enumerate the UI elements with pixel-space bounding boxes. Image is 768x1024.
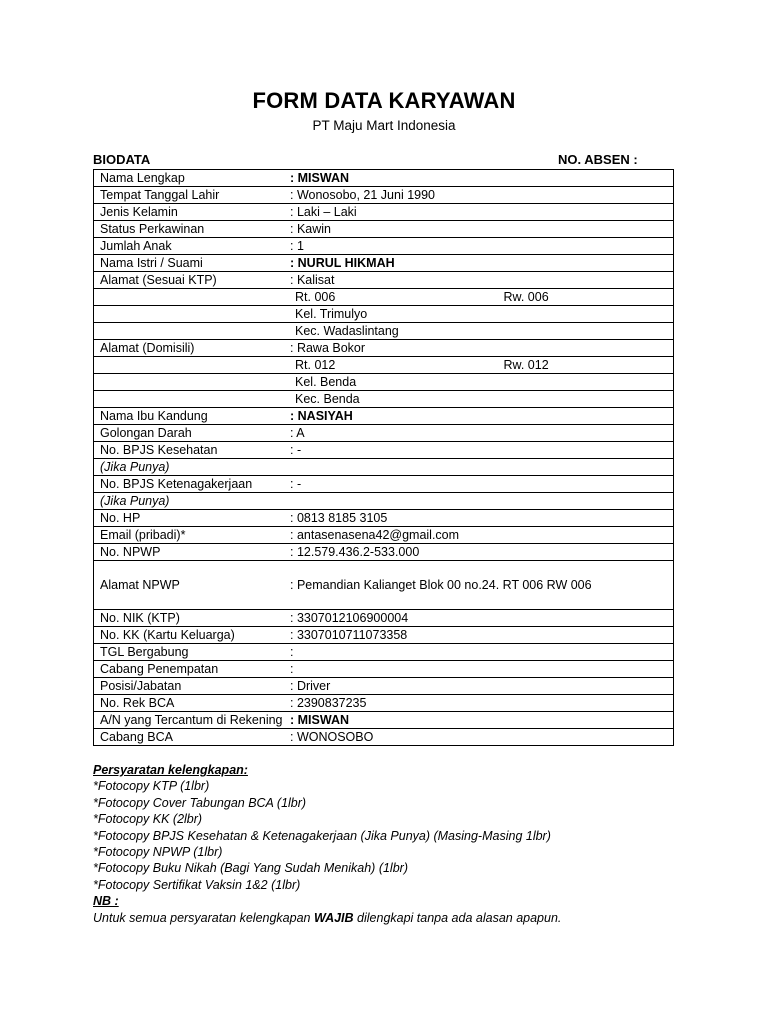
biodata-label: BIODATA xyxy=(93,152,151,167)
field-value: : Driver xyxy=(288,678,674,695)
field-label: No. KK (Kartu Keluarga) xyxy=(94,627,289,644)
field-value: : Kawin xyxy=(288,221,674,238)
field-label: Alamat (Domisili) xyxy=(94,340,289,357)
field-value: : 3307012106900004 xyxy=(288,610,674,627)
table-row xyxy=(94,527,674,544)
field-label: Tempat Tanggal Lahir xyxy=(94,187,289,204)
table-row xyxy=(94,561,674,610)
field-label: No. NPWP xyxy=(94,544,289,561)
table-row xyxy=(94,323,674,340)
field-value: : antasenasena42@gmail.com xyxy=(288,527,674,544)
table-row xyxy=(94,255,674,272)
note-text-end: dilengkapi tanpa ada alasan apapun. xyxy=(353,910,562,925)
field-value: : MISWAN xyxy=(288,712,674,729)
field-label: Jenis Kelamin xyxy=(94,204,289,221)
requirements-section xyxy=(93,762,733,926)
field-label: No. BPJS Kesehatan xyxy=(94,442,289,459)
table-row xyxy=(94,610,674,627)
field-value: : xyxy=(288,661,674,678)
table-row xyxy=(94,170,674,187)
requirements-note xyxy=(93,910,733,926)
field-value: : - xyxy=(288,476,674,493)
table-row xyxy=(94,493,674,510)
requirements-heading: Persyaratan kelengkapan: xyxy=(93,763,248,777)
table-row xyxy=(94,459,674,476)
field-label: Alamat (Sesuai KTP) xyxy=(94,272,289,289)
field-value xyxy=(288,391,674,408)
field-value: : 12.579.436.2-533.000 xyxy=(288,544,674,561)
kelurahan-value: Kel. Benda xyxy=(295,375,357,389)
field-value: : MISWAN xyxy=(288,170,674,187)
table-row xyxy=(94,306,674,323)
field-label: TGL Bergabung xyxy=(94,644,289,661)
field-label: No. BPJS Ketenagakerjaan xyxy=(94,476,289,493)
field-label: Email (pribadi)* xyxy=(94,527,289,544)
table-row xyxy=(94,272,674,289)
field-value: : - xyxy=(288,442,674,459)
field-label xyxy=(94,391,289,408)
requirement-item: *Fotocopy Sertifikat Vaksin 1&2 (1lbr) xyxy=(93,877,301,892)
table-row xyxy=(94,340,674,357)
field-value: : 3307010711073358 xyxy=(288,627,674,644)
rw-value: Rw. 006 xyxy=(503,290,549,304)
field-note: (Jika Punya) xyxy=(94,459,289,476)
field-value: : 1 xyxy=(288,238,674,255)
field-label: Cabang Penempatan xyxy=(94,661,289,678)
requirement-item: *Fotocopy KK (2lbr) xyxy=(93,812,203,827)
requirement-item: *Fotocopy KTP (1lbr) xyxy=(93,779,210,794)
field-value: : Pemandian Kalianget Blok 00 no.24. RT 006 RW 006 xyxy=(288,561,674,610)
note-text: Untuk semua persyaratan kelengkapan xyxy=(93,910,314,925)
requirement-item: *Fotocopy Cover Tabungan BCA (1lbr) xyxy=(93,795,307,810)
table-row xyxy=(94,678,674,695)
field-label: No. NIK (KTP) xyxy=(94,610,289,627)
requirement-item: *Fotocopy BPJS Kesehatan & Ketenagakerjaan (Jika Punya) (Masing-Masing 1lbr) xyxy=(93,828,551,843)
field-value: : Wonosobo, 21 Juni 1990 xyxy=(288,187,674,204)
table-row xyxy=(94,238,674,255)
table-row xyxy=(94,374,674,391)
field-value xyxy=(288,306,674,323)
field-value: : 2390837235 xyxy=(288,695,674,712)
nb-label: NB : xyxy=(93,894,119,909)
table-row xyxy=(94,661,674,678)
field-label: Nama Ibu Kandung xyxy=(94,408,289,425)
field-value: : Rawa Bokor xyxy=(288,340,674,357)
field-label: Jumlah Anak xyxy=(94,238,289,255)
field-label xyxy=(94,289,289,306)
field-label: Status Perkawinan xyxy=(94,221,289,238)
rw-value: Rw. 012 xyxy=(503,358,549,372)
absen-label: NO. ABSEN : xyxy=(558,152,638,167)
rt-value: Rt. 006 xyxy=(295,290,336,304)
field-value: : Laki – Laki xyxy=(288,204,674,221)
note-emphasis: WAJIB xyxy=(313,910,354,925)
field-note: (Jika Punya) xyxy=(94,493,289,510)
field-label xyxy=(94,323,289,340)
form-title: FORM DATA KARYAWAN xyxy=(252,88,516,113)
field-value: : NURUL HIKMAH xyxy=(288,255,674,272)
biodata-table xyxy=(93,169,674,746)
field-label: Alamat NPWP xyxy=(94,561,289,610)
field-value: : NASIYAH xyxy=(288,408,674,425)
table-row xyxy=(94,289,674,306)
company-name: PT Maju Mart Indonesia xyxy=(312,118,456,133)
field-label: Posisi/Jabatan xyxy=(94,678,289,695)
table-row xyxy=(94,408,674,425)
field-value xyxy=(288,459,674,476)
field-value: : A xyxy=(288,425,674,442)
table-row xyxy=(94,204,674,221)
field-label: A/N yang Tercantum di Rekening xyxy=(94,712,289,729)
field-value: : WONOSOBO xyxy=(288,729,674,746)
table-row xyxy=(94,357,674,374)
kecamatan-value: Kec. Wadaslintang xyxy=(295,324,399,338)
field-value: : xyxy=(288,644,674,661)
table-row xyxy=(94,695,674,712)
table-row xyxy=(94,425,674,442)
field-label xyxy=(94,374,289,391)
table-row xyxy=(94,544,674,561)
table-row xyxy=(94,187,674,204)
requirement-item: *Fotocopy NPWP (1lbr) xyxy=(93,845,223,860)
rt-value: Rt. 012 xyxy=(295,358,336,372)
field-value xyxy=(288,323,674,340)
field-value: : 0813 8185 3105 xyxy=(288,510,674,527)
field-value xyxy=(288,289,674,306)
table-row xyxy=(94,391,674,408)
table-row xyxy=(94,712,674,729)
field-label: Cabang BCA xyxy=(94,729,289,746)
kelurahan-value: Kel. Trimulyo xyxy=(295,307,368,321)
kecamatan-value: Kec. Benda xyxy=(295,392,360,406)
requirement-item: *Fotocopy Buku Nikah (Bagi Yang Sudah Menikah) (1lbr) xyxy=(93,861,408,876)
table-row xyxy=(94,627,674,644)
field-label: Nama Istri / Suami xyxy=(94,255,289,272)
table-row xyxy=(94,729,674,746)
table-row xyxy=(94,442,674,459)
field-label: Golongan Darah xyxy=(94,425,289,442)
table-row xyxy=(94,644,674,661)
field-label: No. HP xyxy=(94,510,289,527)
field-value xyxy=(288,357,674,374)
field-value: : Kalisat xyxy=(288,272,674,289)
field-value xyxy=(288,374,674,391)
field-label: No. Rek BCA xyxy=(94,695,289,712)
field-label xyxy=(94,357,289,374)
table-row xyxy=(94,476,674,493)
field-value xyxy=(288,493,674,510)
table-row xyxy=(94,221,674,238)
table-row xyxy=(94,510,674,527)
field-label: Nama Lengkap xyxy=(94,170,289,187)
field-label xyxy=(94,306,289,323)
